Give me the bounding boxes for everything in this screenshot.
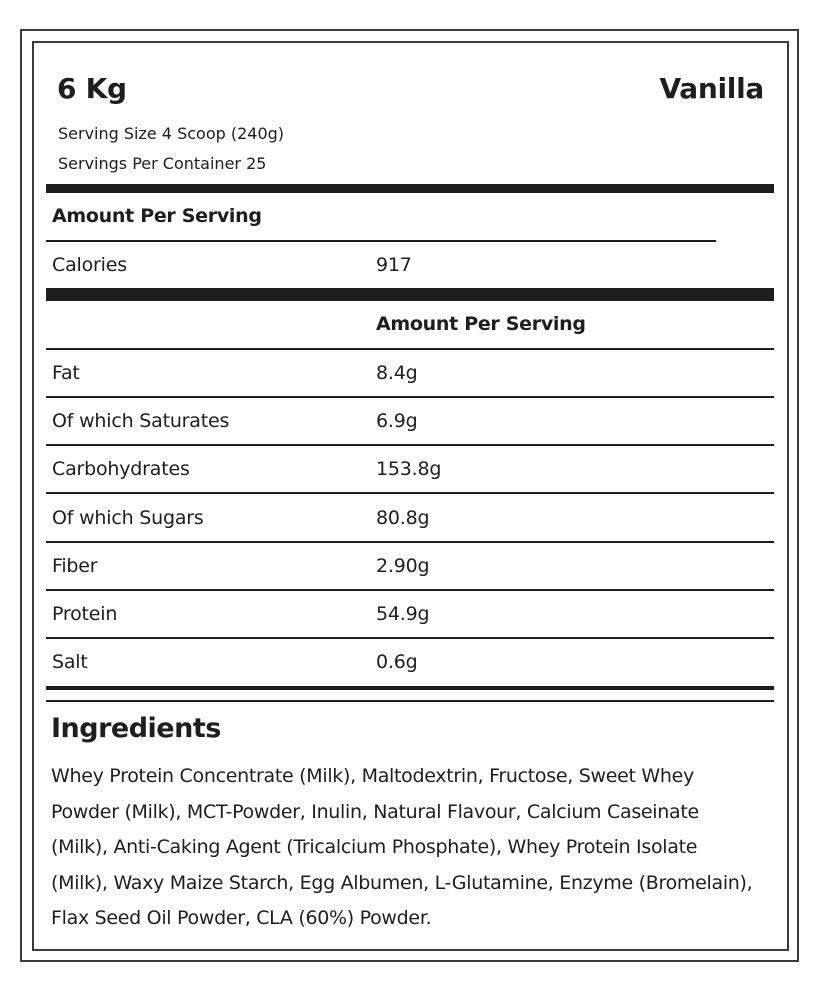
nutrient-label: Fat — [52, 362, 80, 384]
nutrient-label: Of which Saturates — [52, 410, 230, 432]
divider — [46, 348, 774, 350]
amount-per-serving-heading: Amount Per Serving — [52, 205, 262, 227]
nutrient-value: 153.8g — [376, 458, 442, 480]
nutrient-value: 80.8g — [376, 507, 430, 529]
table-bottom-double-rule — [46, 686, 774, 690]
product-weight: 6 Kg — [57, 72, 127, 105]
nutrient-value: 8.4g — [376, 362, 418, 384]
calories-value: 917 — [376, 254, 412, 276]
nutrient-label: Of which Sugars — [52, 507, 204, 529]
nutrient-label: Fiber — [52, 555, 98, 577]
servings-per-container: Servings Per Container 25 — [58, 154, 267, 173]
nutrient-value: 6.9g — [376, 410, 418, 432]
amount-per-serving-column-header: Amount Per Serving — [376, 313, 586, 335]
ingredients-list: Whey Protein Concentrate (Milk), Maltodextrin, Fructose, Sweet Whey Powder (Milk), MCT-Powder, Inulin, Natural Flavour, Calcium Caseinate (Milk), Anti-Caking Agent (Tricalcium Phosphate), Whey Protein Isolate (Milk), Waxy Maize Starch, Egg Albumen, L-Glutamine, Enzyme (Bromelain), Flax Seed Oil Powder, CLA (60%) Powder. — [51, 765, 753, 929]
row-divider — [46, 589, 774, 591]
row-divider — [46, 541, 774, 543]
row-divider — [46, 396, 774, 398]
table-bottom-rule — [46, 700, 774, 702]
row-divider — [46, 444, 774, 446]
row-divider — [46, 637, 774, 639]
product-flavour: Vanilla — [659, 72, 764, 105]
calories-label: Calories — [52, 254, 127, 276]
nutrient-label: Carbohydrates — [52, 458, 190, 480]
nutrient-value: 0.6g — [376, 651, 418, 673]
thick-divider-middle — [46, 288, 774, 301]
nutrient-label: Protein — [52, 603, 118, 625]
nutrient-value: 54.9g — [376, 603, 430, 625]
ingredients-title: Ingredients — [51, 713, 221, 744]
nutrient-label: Salt — [52, 651, 88, 673]
thick-divider-top — [46, 184, 774, 193]
divider — [46, 240, 716, 242]
serving-size: Serving Size 4 Scoop (240g) — [58, 124, 285, 143]
row-divider — [46, 492, 774, 494]
nutrient-value: 2.90g — [376, 555, 430, 577]
